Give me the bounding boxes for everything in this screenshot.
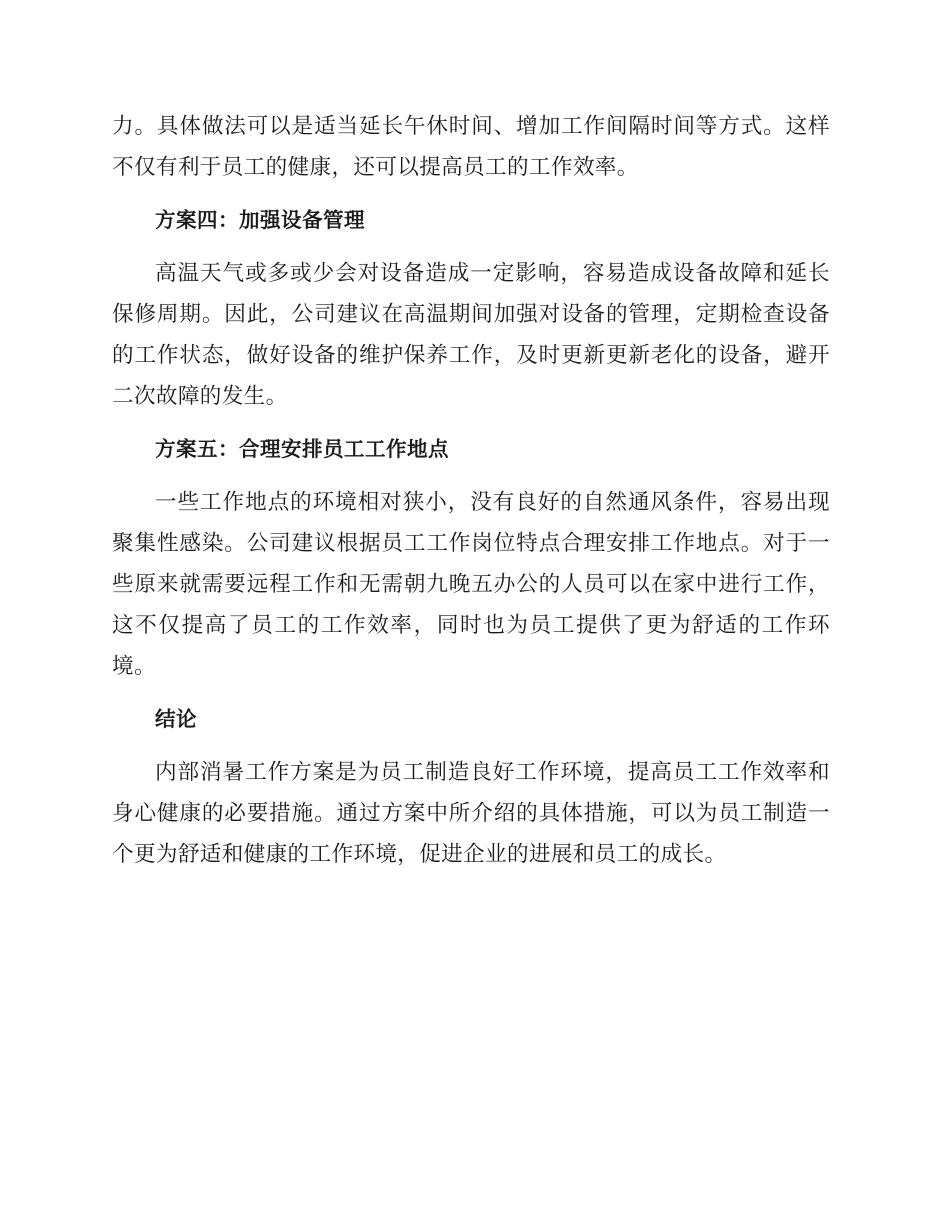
section-heading-conclusion: 结论 [155,707,197,731]
section-body-conclusion: 内部消暑工作方案是为员工制造良好工作环境，提高员工工作效率和身心健康的必要措施。通过方案中所介绍的具体措施，可以为员工制造一个更为舒适和健康的工作环境，促进企业的进展和员工的成长。 [112,760,830,867]
section-body-plan-five: 一些工作地点的环境相对狭小，没有良好的自然通风条件，容易出现聚集性感染。公司建议根据员工工作岗位特点合理安排工作地点。对于一些原来就需要远程工作和无需朝九晚五办公的人员可以在家中进行工作，这不仅提高了员工的工作效率，同时也为员工提供了更为舒适的工作环境。 [112,490,830,679]
intro-continuation-paragraph: 力。具体做法可以是适当延长午休时间、增加工作间隔时间等方式。这样不仅有利于员工的健康，还可以提高员工的工作效率。 [112,114,830,180]
section-body-plan-four: 高温天气或多或少会对设备造成一定影响，容易造成设备故障和延长保修周期。因此，公司建议在高温期间加强对设备的管理，定期检查设备的工作状态，做好设备的维护保养工作，及时更新更新老化的设备，避开二次故障的发生。 [112,261,830,409]
section-heading-plan-five: 方案五：合理安排员工工作地点 [155,437,449,461]
document-page [112,106,830,875]
section-heading-plan-four: 方案四：加强设备管理 [155,208,365,232]
